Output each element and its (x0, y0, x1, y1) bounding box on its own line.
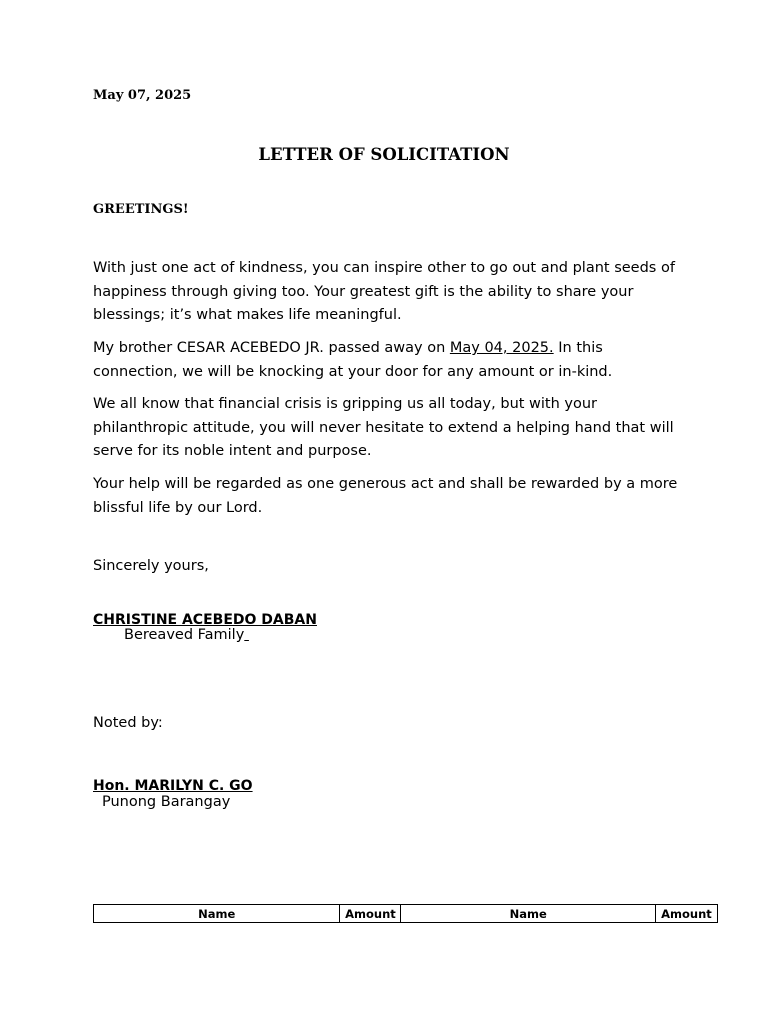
paragraph-kindness: With just one act of kindness, you can inspire other to go out and plant seeds of happiness through giving too. Your greatest gift is the ability to share your blessings; it’s what makes life meaningful. (93, 260, 675, 323)
ledger-header-name: Name (401, 905, 655, 923)
ledger-header-amount: Amount (340, 905, 401, 923)
ledger-header-row (94, 905, 718, 923)
noted-by-name: Hon. MARILYN C. GO (93, 778, 253, 794)
ledger-header-name: Name (94, 905, 340, 923)
noted-by-label: Noted by: (93, 715, 163, 731)
signer-role-text: Bereaved Family (124, 627, 245, 643)
paragraph-bereavement-lead: My brother CESAR ACEBEDO JR. passed away on (93, 340, 450, 356)
signer-name: CHRISTINE ACEBEDO DABAN (93, 612, 317, 628)
ledger-header-amount: Amount (655, 905, 717, 923)
noted-by-role: Punong Barangay (102, 794, 231, 810)
donation-ledger-table (93, 904, 718, 923)
paragraph-financial-crisis: We all know that financial crisis is gripping us all today, but with your philanthropic attitude, you will never hesitate to extend a helping hand that will serve for its noble intent and purpose. (93, 396, 674, 459)
date-of-passing: May 04, 2025. (449, 340, 554, 356)
signer-role (124, 627, 249, 643)
paragraph-bereavement-tail: In this connection, we will be knocking at your door for any amount or in-kind. (93, 340, 613, 380)
letter-title: LETTER OF SOLICITATION (258, 145, 510, 164)
letter-date: May 07, 2025 (93, 88, 192, 103)
paragraph-gratitude: Your help will be regarded as one generous act and shall be rewarded by a more blissful life by our Lord. (93, 476, 678, 516)
letter-greeting: GREETINGS! (93, 202, 189, 217)
paragraph-bereavement (93, 337, 683, 384)
closing-line: Sincerely yours, (93, 558, 209, 574)
